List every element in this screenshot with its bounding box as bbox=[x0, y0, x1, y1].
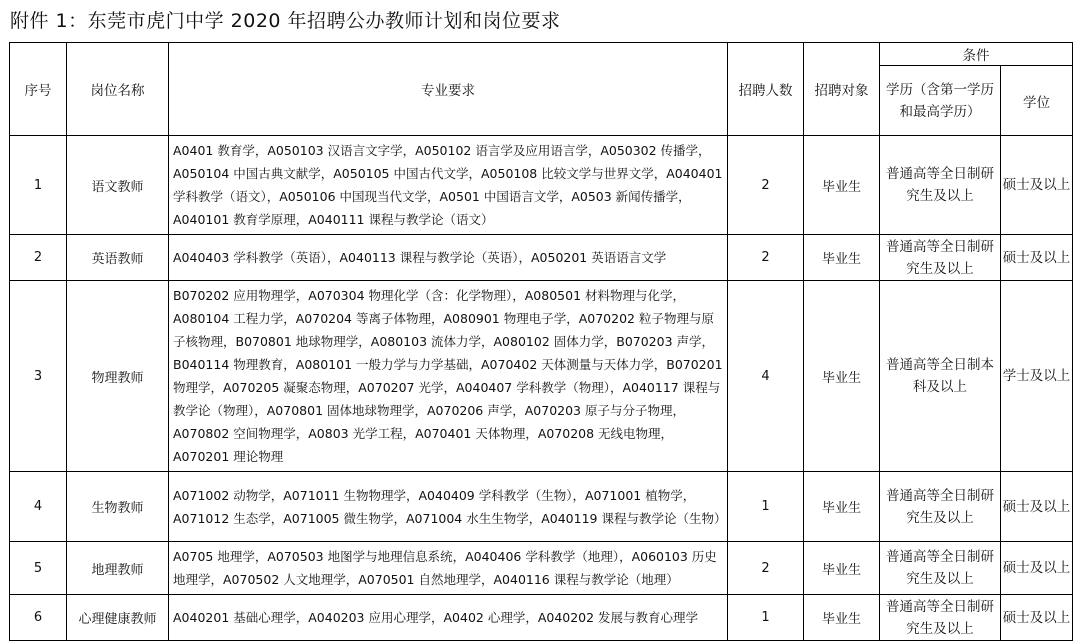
cell-education: 普通高等全日制研究生及以上 bbox=[880, 235, 1001, 281]
cell-degree: 硕士及以上 bbox=[1001, 472, 1073, 542]
cell-position: 地理教师 bbox=[67, 542, 169, 595]
table-row bbox=[10, 235, 1073, 281]
cell-target: 毕业生 bbox=[804, 595, 880, 641]
cell-count: 4 bbox=[728, 281, 804, 472]
cell-degree: 硕士及以上 bbox=[1001, 235, 1073, 281]
cell-education: 普通高等全日制研究生及以上 bbox=[880, 595, 1001, 641]
cell-major: A0705 地理学，A070503 地图学与地理信息系统，A040406 学科教学（地理），A060103 历史地理学，A070502 人文地理学，A070501 自然地理学，A040116 课程与教学论（地理） bbox=[169, 542, 728, 595]
cell-major: A040201 基础心理学，A040203 应用心理学，A0402 心理学，A040202 发展与教育心理学 bbox=[169, 595, 728, 641]
header-education: 学历（含第一学历和最高学历） bbox=[880, 66, 1001, 136]
cell-position: 物理教师 bbox=[67, 281, 169, 472]
cell-major: A0401 教育学，A050103 汉语言文字学，A050102 语言学及应用语言学，A050302 传播学，A050104 中国古典文献学，A050105 中国古代文学，A050108 比较文学与世界文学，A040401 学科教学（语文），A050106 中国现当代文学，A0501 中国语言文学，A0503 新闻传播学，A040101 教育学原理，A040111 课程与教学论（语文） bbox=[169, 136, 728, 235]
header-degree: 学位 bbox=[1001, 66, 1073, 136]
cell-degree: 硕士及以上 bbox=[1001, 136, 1073, 235]
cell-index: 3 bbox=[10, 281, 67, 472]
cell-target: 毕业生 bbox=[804, 136, 880, 235]
cell-major: A071002 动物学，A071011 生物物理学，A040409 学科教学（生物），A071001 植物学，A071012 生态学，A071005 微生物学，A071004 水生生物学，A040119 课程与教学论（生物） bbox=[169, 472, 728, 542]
header-index: 序号 bbox=[10, 43, 67, 136]
cell-count: 1 bbox=[728, 472, 804, 542]
table-row bbox=[10, 472, 1073, 542]
cell-degree: 硕士及以上 bbox=[1001, 542, 1073, 595]
header-count: 招聘人数 bbox=[728, 43, 804, 136]
header-major: 专业要求 bbox=[169, 43, 728, 136]
cell-target: 毕业生 bbox=[804, 235, 880, 281]
cell-position: 语文教师 bbox=[67, 136, 169, 235]
cell-degree: 硕士及以上 bbox=[1001, 595, 1073, 641]
recruitment-table bbox=[9, 42, 1073, 641]
cell-count: 1 bbox=[728, 595, 804, 641]
cell-index: 4 bbox=[10, 472, 67, 542]
table-row bbox=[10, 595, 1073, 641]
header-target: 招聘对象 bbox=[804, 43, 880, 136]
cell-degree: 学士及以上 bbox=[1001, 281, 1073, 472]
cell-count: 2 bbox=[728, 235, 804, 281]
table-row bbox=[10, 542, 1073, 595]
cell-index: 1 bbox=[10, 136, 67, 235]
cell-index: 2 bbox=[10, 235, 67, 281]
cell-major: B070202 应用物理学，A070304 物理化学（含：化学物理），A080501 材料物理与化学，A080104 工程力学，A070204 等离子体物理，A080901 物理电子学，A070202 粒子物理与原子核物理，B070801 地球物理学，A080103 流体力学，A080102 固体力学，B070203 声学，B040114 物理教育，A080101 一般力学与力学基础，A070402 天体测量与天体力学，B070201 物理学，A070205 凝聚态物理，A070207 光学，A040407 学科教学（物理），A040117 课程与教学论（物理），A070801 固体地球物理学，A070206 声学，A070203 原子与分子物理，A070802 空间物理学，A0803 光学工程，A070401 天体物理，A070208 无线电物理，A070201 理论物理 bbox=[169, 281, 728, 472]
cell-education: 普通高等全日制研究生及以上 bbox=[880, 542, 1001, 595]
cell-position: 心理健康教师 bbox=[67, 595, 169, 641]
cell-position: 生物教师 bbox=[67, 472, 169, 542]
cell-index: 5 bbox=[10, 542, 67, 595]
header-position: 岗位名称 bbox=[67, 43, 169, 136]
table-row bbox=[10, 136, 1073, 235]
cell-education: 普通高等全日制研究生及以上 bbox=[880, 136, 1001, 235]
cell-index: 6 bbox=[10, 595, 67, 641]
header-row bbox=[10, 43, 1073, 66]
cell-target: 毕业生 bbox=[804, 281, 880, 472]
cell-count: 2 bbox=[728, 542, 804, 595]
cell-education: 普通高等全日制研究生及以上 bbox=[880, 472, 1001, 542]
cell-education: 普通高等全日制本科及以上 bbox=[880, 281, 1001, 472]
header-conditions: 条件 bbox=[880, 43, 1073, 66]
cell-count: 2 bbox=[728, 136, 804, 235]
cell-position: 英语教师 bbox=[67, 235, 169, 281]
cell-major: A040403 学科教学（英语），A040113 课程与教学论（英语），A050201 英语语言文学 bbox=[169, 235, 728, 281]
cell-target: 毕业生 bbox=[804, 542, 880, 595]
table-row bbox=[10, 281, 1073, 472]
document-title: 附件 1：东莞市虎门中学 2020 年招聘公办教师计划和岗位要求 bbox=[10, 10, 561, 32]
cell-target: 毕业生 bbox=[804, 472, 880, 542]
